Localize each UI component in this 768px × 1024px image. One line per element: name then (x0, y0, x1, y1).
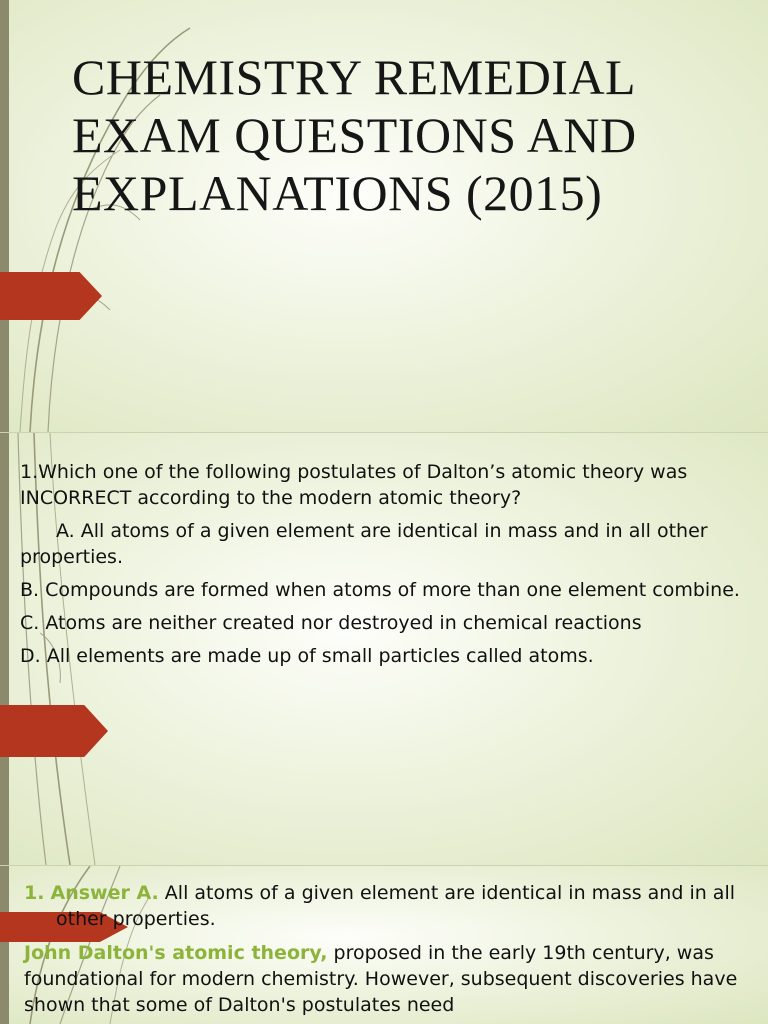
answer-text: All atoms of a given element are identical in mass and in all other properties. (56, 882, 736, 930)
option-c: C. Atoms are neither created nor destroyed in chemical reactions (20, 612, 642, 634)
explanation (24, 940, 749, 1018)
red-tab-marker (0, 272, 102, 320)
left-accent-bar (0, 866, 9, 1024)
answer-line (24, 880, 749, 932)
answer-slide (0, 866, 768, 1024)
slide-title: CHEMISTRY REMEDIAL EXAM QUESTIONS AND EXPLANATIONS (2015) (72, 49, 637, 221)
question-slide (0, 433, 768, 865)
explanation-text: proposed in the early 19th century, was foundational for modern chemistry. However, subsequent discoveries have shown that some of Dalton's postulates need (24, 942, 738, 1016)
red-tab-marker (0, 705, 108, 757)
answer-block (24, 880, 749, 1024)
option-a: A. All atoms of a given element are identical in mass and in all other properties. (20, 520, 708, 568)
title-slide (0, 0, 768, 432)
answer-label: Answer A. (50, 882, 159, 904)
option-b: B. Compounds are formed when atoms of more than one element combine. (20, 579, 740, 601)
left-accent-bar (0, 433, 9, 865)
left-accent-bar (0, 0, 9, 432)
question-text: 1.Which one of the following postulates of Dalton’s atomic theory was INCORRECT according to the modern atomic theory? (20, 461, 688, 509)
answer-number: 1. (24, 882, 45, 904)
explanation-heading: John Dalton's atomic theory, (24, 942, 328, 964)
question-block (20, 459, 755, 676)
option-d: D. All elements are made up of small particles called atoms. (20, 645, 594, 667)
